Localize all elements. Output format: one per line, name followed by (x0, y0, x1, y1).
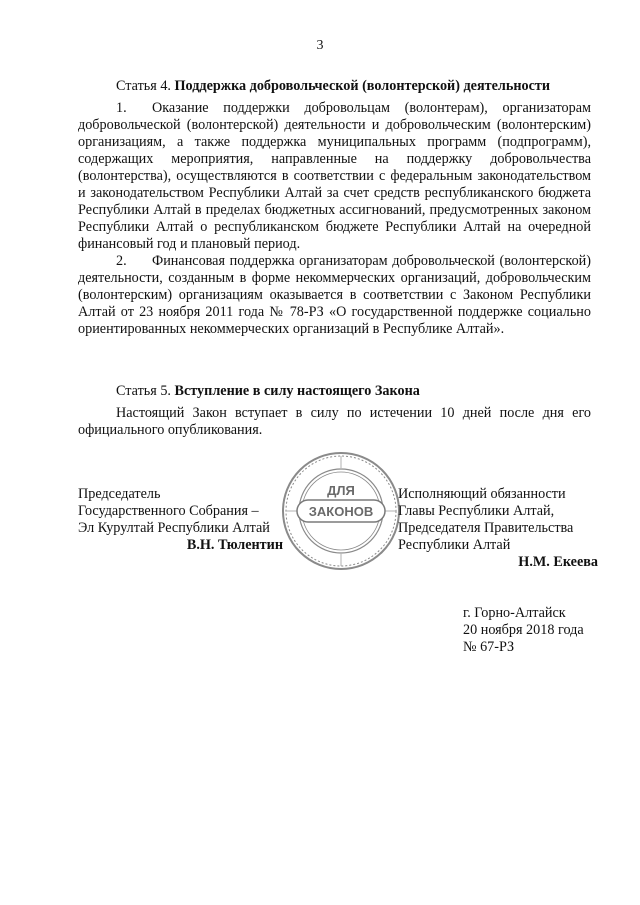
signature-left-line: Эл Курултай Республики Алтай (78, 520, 270, 536)
article-4-prefix: Статья 4. (116, 78, 175, 94)
place-and-date (463, 605, 584, 656)
city: г. Горно-Алтайск (463, 605, 566, 621)
stamp-text-2: ЗАКОНОВ (308, 504, 374, 519)
signature-left (78, 486, 283, 554)
article-5-prefix: Статья 5. (116, 383, 175, 399)
page-number: 3 (316, 38, 324, 53)
official-stamp (280, 450, 402, 572)
signature-right-line: Главы Республики Алтай, (398, 503, 555, 519)
date: 20 ноября 2018 года (463, 622, 584, 638)
article-4 (78, 78, 591, 338)
article-4-heading (78, 78, 591, 95)
stamp-text-1: ДЛЯ (327, 483, 355, 498)
law-number: № 67-РЗ (463, 639, 515, 655)
item-number: 2. (116, 253, 127, 269)
article-5 (78, 383, 591, 439)
item-number: 1. (116, 100, 127, 116)
article-5-heading (78, 383, 591, 400)
signature-right (398, 486, 598, 571)
signature-left-name: В.Н. Тюлентин (186, 537, 283, 553)
signature-right-name: Н.М. Екеева (518, 554, 598, 570)
article-5-title: Вступление в силу настоящего Закона (174, 383, 420, 399)
article-4-item-1 (78, 100, 591, 253)
signature-left-line: Государственного Собрания – (78, 503, 259, 519)
article-4-item-2 (78, 253, 591, 338)
article-5-text: Настоящий Закон вступает в силу по истечении 10 дней после дня его официального опубликования. (78, 405, 591, 438)
signature-right-line: Председателя Правительства (398, 520, 574, 536)
signature-left-line: Председатель (78, 486, 161, 502)
signature-right-line: Исполняющий обязанности (398, 486, 566, 502)
article-4-title: Поддержка добровольческой (волонтерской) деятельности (174, 78, 551, 94)
item-text: Финансовая поддержка организаторам добровольческой (волонтерской) деятельности, созданным в форме некоммерческих организаций, добровольческим (волонтерским) организациям оказывается в соответствии с Законом Республики Алтай от 23 ноября 2011 года № 78-РЗ «О государственной поддержке социально ориентированных некоммерческих организаций в Республике Алтай». (78, 253, 591, 337)
signature-right-line: Республики Алтай (398, 537, 511, 553)
item-text: Оказание поддержки добровольцам (волонтерам), организаторам добровольческой (волонтерской) деятельности и добровольческим (волонтерским) организациям, а также поддержка муниципальных программ (подпрограмм), содержащих мероприятия, направленные на поддержку добровольчества (волонтерства), осуществляются в соответствии с федеральным законодательством и законодательством Республики Алтай за счет средств республиканского бюджета Республики Алтай в пределах бюджетных ассигнований, предусмотренных законом Республики Алтай о республиканском бюджете Республики Алтай на очередной финансовый год и плановый период. (78, 100, 591, 252)
